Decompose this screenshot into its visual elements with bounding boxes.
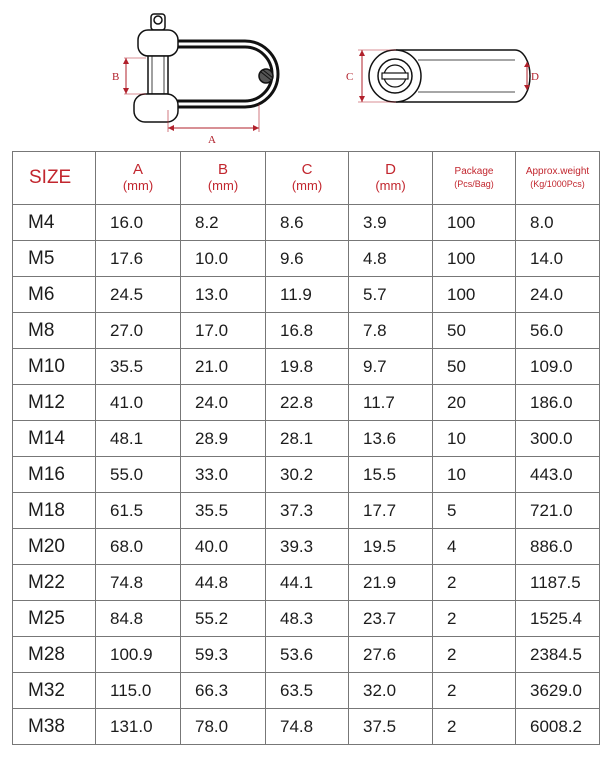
cell-size: M6 <box>13 277 96 313</box>
header-weight-label: Approx.weight <box>525 166 590 177</box>
cell-c: 53.6 <box>266 637 349 673</box>
cell-c: 48.3 <box>266 601 349 637</box>
cell-a: 16.0 <box>96 205 181 241</box>
cell-weight: 1187.5 <box>516 565 600 601</box>
cell-d: 27.6 <box>349 637 433 673</box>
header-c <box>266 152 349 205</box>
header-c-unit: (mm) <box>291 178 323 193</box>
table-row <box>13 313 600 349</box>
cell-weight: 24.0 <box>516 277 600 313</box>
table-row <box>13 385 600 421</box>
header-size-label: SIZE <box>29 167 72 188</box>
cell-c: 28.1 <box>266 421 349 457</box>
shackle-top-view <box>346 50 539 102</box>
cell-a: 84.8 <box>96 601 181 637</box>
header-package <box>433 152 516 205</box>
cell-b: 10.0 <box>181 241 266 277</box>
cell-b: 8.2 <box>181 205 266 241</box>
cell-d: 7.8 <box>349 313 433 349</box>
cell-weight: 109.0 <box>516 349 600 385</box>
cell-b: 28.9 <box>181 421 266 457</box>
cell-a: 61.5 <box>96 493 181 529</box>
cell-package: 20 <box>433 385 516 421</box>
cell-a: 100.9 <box>96 637 181 673</box>
spec-table <box>12 151 600 745</box>
cell-b: 17.0 <box>181 313 266 349</box>
cell-d: 21.9 <box>349 565 433 601</box>
cell-package: 2 <box>433 709 516 745</box>
cell-c: 9.6 <box>266 241 349 277</box>
header-d-label: D <box>385 161 396 178</box>
cell-a: 48.1 <box>96 421 181 457</box>
header-d-unit: (mm) <box>375 178 406 193</box>
cell-a: 115.0 <box>96 673 181 709</box>
cell-c: 63.5 <box>266 673 349 709</box>
cell-size: M16 <box>13 457 96 493</box>
cell-weight: 3629.0 <box>516 673 600 709</box>
cell-a: 35.5 <box>96 349 181 385</box>
cell-package: 2 <box>433 673 516 709</box>
cell-d: 17.7 <box>349 493 433 529</box>
cell-size: M12 <box>13 385 96 421</box>
header-b-unit: (mm) <box>207 178 239 193</box>
cell-c: 16.8 <box>266 313 349 349</box>
table-row <box>13 457 600 493</box>
cell-c: 37.3 <box>266 493 349 529</box>
shackle-diagrams-svg <box>0 0 610 150</box>
cell-b: 13.0 <box>181 277 266 313</box>
cell-a: 74.8 <box>96 565 181 601</box>
cell-d: 32.0 <box>349 673 433 709</box>
table-body <box>13 205 600 745</box>
cell-package: 100 <box>433 277 516 313</box>
header-a-label: A <box>132 161 143 178</box>
table-row <box>13 709 600 745</box>
cell-package: 10 <box>433 421 516 457</box>
label-c: C <box>346 71 354 83</box>
cell-size: M14 <box>13 421 96 457</box>
cell-d: 9.7 <box>349 349 433 385</box>
table-row <box>13 277 600 313</box>
cell-size: M25 <box>13 601 96 637</box>
cell-d: 19.5 <box>349 529 433 565</box>
header-weight-unit: (Kg/1000Pcs) <box>530 179 585 189</box>
header-c-label: C <box>301 161 313 178</box>
cell-b: 33.0 <box>181 457 266 493</box>
cell-d: 5.7 <box>349 277 433 313</box>
header-weight <box>516 152 600 205</box>
table-row <box>13 637 600 673</box>
cell-c: 8.6 <box>266 205 349 241</box>
cell-c: 39.3 <box>266 529 349 565</box>
cell-a: 17.6 <box>96 241 181 277</box>
cell-package: 4 <box>433 529 516 565</box>
cell-d: 4.8 <box>349 241 433 277</box>
header-b-label: B <box>217 161 228 178</box>
table-row <box>13 565 600 601</box>
cell-size: M32 <box>13 673 96 709</box>
header-b <box>181 152 266 205</box>
header-package-unit: (Pcs/Bag) <box>454 179 494 189</box>
label-d: D <box>531 71 539 83</box>
cell-a: 41.0 <box>96 385 181 421</box>
label-b: B <box>112 71 120 83</box>
cell-c: 44.1 <box>266 565 349 601</box>
cell-b: 24.0 <box>181 385 266 421</box>
cell-weight: 6008.2 <box>516 709 600 745</box>
cell-a: 55.0 <box>96 457 181 493</box>
table-row <box>13 673 600 709</box>
cell-size: M28 <box>13 637 96 673</box>
cell-size: M20 <box>13 529 96 565</box>
cell-package: 50 <box>433 313 516 349</box>
cell-package: 5 <box>433 493 516 529</box>
cell-weight: 2384.5 <box>516 637 600 673</box>
header-size <box>13 152 96 205</box>
cell-c: 19.8 <box>266 349 349 385</box>
cell-weight: 56.0 <box>516 313 600 349</box>
cell-size: M38 <box>13 709 96 745</box>
cell-package: 100 <box>433 241 516 277</box>
cell-b: 44.8 <box>181 565 266 601</box>
cell-weight: 14.0 <box>516 241 600 277</box>
cell-weight: 8.0 <box>516 205 600 241</box>
cell-a: 24.5 <box>96 277 181 313</box>
cell-b: 78.0 <box>181 709 266 745</box>
cell-package: 100 <box>433 205 516 241</box>
cell-b: 66.3 <box>181 673 266 709</box>
cell-a: 131.0 <box>96 709 181 745</box>
cell-b: 59.3 <box>181 637 266 673</box>
cell-c: 30.2 <box>266 457 349 493</box>
cell-size: M8 <box>13 313 96 349</box>
table-row <box>13 493 600 529</box>
cell-c: 22.8 <box>266 385 349 421</box>
cell-package: 50 <box>433 349 516 385</box>
table-row <box>13 349 600 385</box>
header-d <box>349 152 433 205</box>
cell-d: 23.7 <box>349 601 433 637</box>
cell-size: M10 <box>13 349 96 385</box>
cell-weight: 721.0 <box>516 493 600 529</box>
cell-package: 10 <box>433 457 516 493</box>
cell-size: M4 <box>13 205 96 241</box>
cell-size: M18 <box>13 493 96 529</box>
cell-package: 2 <box>433 601 516 637</box>
table-row <box>13 241 600 277</box>
table-row <box>13 601 600 637</box>
cell-package: 2 <box>433 637 516 673</box>
cell-d: 3.9 <box>349 205 433 241</box>
cell-b: 40.0 <box>181 529 266 565</box>
label-a: A <box>208 134 216 146</box>
cell-weight: 186.0 <box>516 385 600 421</box>
table-row <box>13 529 600 565</box>
cell-weight: 300.0 <box>516 421 600 457</box>
table-row <box>13 205 600 241</box>
cell-d: 13.6 <box>349 421 433 457</box>
cell-d: 15.5 <box>349 457 433 493</box>
header-a-unit: (mm) <box>122 178 154 193</box>
cell-c: 11.9 <box>266 277 349 313</box>
cell-a: 68.0 <box>96 529 181 565</box>
cell-b: 21.0 <box>181 349 266 385</box>
cell-b: 35.5 <box>181 493 266 529</box>
dimension-diagrams <box>0 0 610 150</box>
cell-a: 27.0 <box>96 313 181 349</box>
table-row <box>13 421 600 457</box>
cell-package: 2 <box>433 565 516 601</box>
cell-weight: 1525.4 <box>516 601 600 637</box>
cell-size: M22 <box>13 565 96 601</box>
header-package-label: Package <box>454 166 494 177</box>
shackle-side-view <box>112 14 275 146</box>
cell-weight: 443.0 <box>516 457 600 493</box>
cell-size: M5 <box>13 241 96 277</box>
cell-c: 74.8 <box>266 709 349 745</box>
cell-b: 55.2 <box>181 601 266 637</box>
cell-d: 37.5 <box>349 709 433 745</box>
cell-d: 11.7 <box>349 385 433 421</box>
table-header-row <box>13 152 600 205</box>
cell-weight: 886.0 <box>516 529 600 565</box>
header-a <box>96 152 181 205</box>
